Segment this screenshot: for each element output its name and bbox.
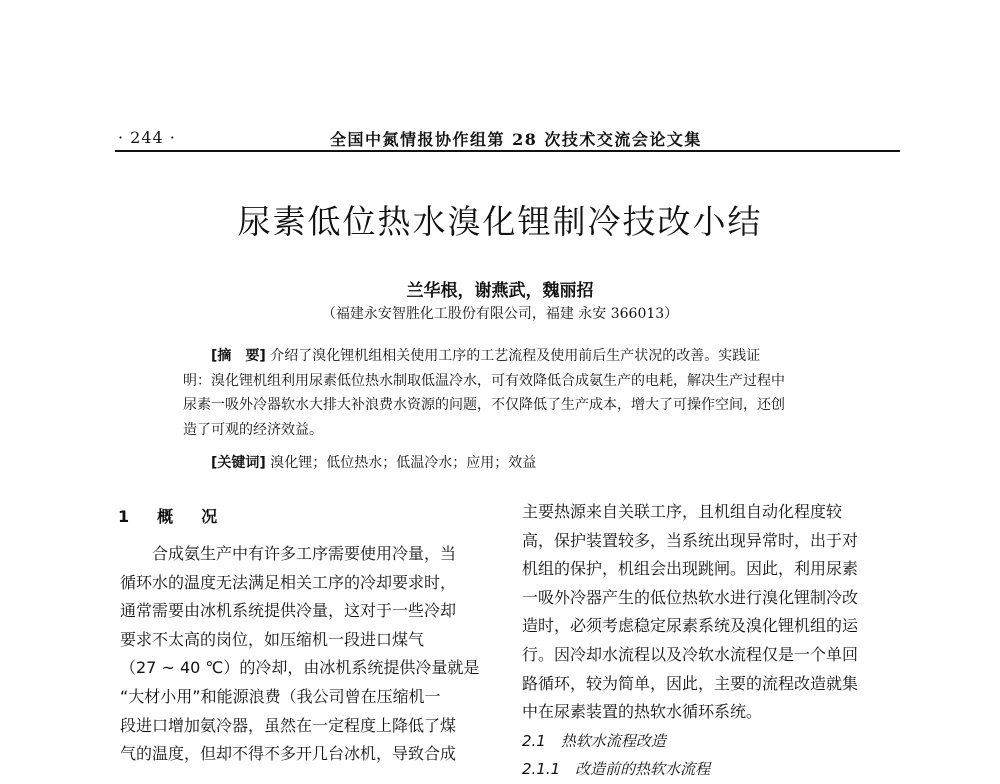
body-line: “大材小用”和能源浪费（我公司曾在压缩机一 [120,686,441,706]
abstract [183,344,838,442]
body-line: 要求不太高的岗位，如压缩机一段进口煤气 [120,629,425,649]
body-line: 一吸外冷器产生的低位热软水进行溴化锂制冷改 [522,587,859,607]
header-rule [115,150,900,152]
body-line: 通常需要由冰机系统提供冷量，这对于一些冷却 [120,601,457,621]
section-heading-overview: 1 概 况 [118,507,224,526]
body-line: 合成氨生产中有许多工序需要使用冷量，当 [152,544,457,563]
abstract-label: [摘 要] [211,348,266,364]
keywords-text: 溴化锂；低位热水；低温冷水；应用；效益 [270,455,537,471]
abstract-line: 明：溴化锂机组利用尿素低位热水制取低温冷水，可有效降低合成氨生产的电耗，解决生产过程中 [183,372,785,389]
keywords-label: [关键词] [211,455,266,471]
abstract-line: 尿素一吸外冷器软水大排大补浪费水资源的问题，不仅降低了生产成本，增大了可操作空间，还创 [183,397,785,413]
keywords [211,452,838,472]
body-line: （27 ~ 40 ℃）的冷却，由冰机系统提供冷量就是 [120,658,480,678]
body-line: 路循环，较为简单，因此，主要的流程改造就集 [522,673,859,693]
body-line: 中在尿素装置的热软水循环系统。 [522,702,763,722]
body-line: 循环水的温度无法满足相关工序的冷却要求时， [120,572,457,592]
subsubsection-heading: 2.1.1 改造前的热软水流程 [522,760,711,779]
left-column [120,540,492,769]
body-line: 主要热源来自关联工序，且机组自动化程度较 [522,502,843,521]
body-line: 气的温度，但却不得不多开几台冰机，导致合成 [120,744,457,764]
abstract-line: 造了可观的经济效益。 [183,421,323,438]
body-line: 机组的保护，机组会出现跳闸。因此，利用尿素 [522,559,859,579]
page-number: · 244 · [118,128,176,147]
abstract-line [183,344,838,369]
affiliation: （福建永安智胜化工股份有限公司，福建 永安 366013） [321,306,679,322]
subsection-heading: 2.1 热软水流程改造 [522,731,666,750]
paper-title: 尿素低位热水溴化锂制冷技改小结 [237,202,763,241]
body-line: 高，保护装置较多，当系统出现异常时，出于对 [522,530,859,550]
right-column [522,498,894,784]
running-header: 全国中氮情报协作组第 28 次技术交流会论文集 [330,130,702,149]
abstract-text: 介绍了溴化锂机组相关使用工序的工艺流程及使用前后生产状况的改善。实践证 [270,348,761,364]
body-line: 行。因冷却水流程以及冷软水流程仅是一个单回 [522,644,859,664]
body-line: 段进口增加氨冷器，虽然在一定程度上降低了煤 [120,715,457,735]
body-line: 造时，必须考虑稳定尿素系统及溴化锂机组的运 [522,616,859,636]
authors: 兰华根，谢燕武，魏丽招 [406,281,594,301]
